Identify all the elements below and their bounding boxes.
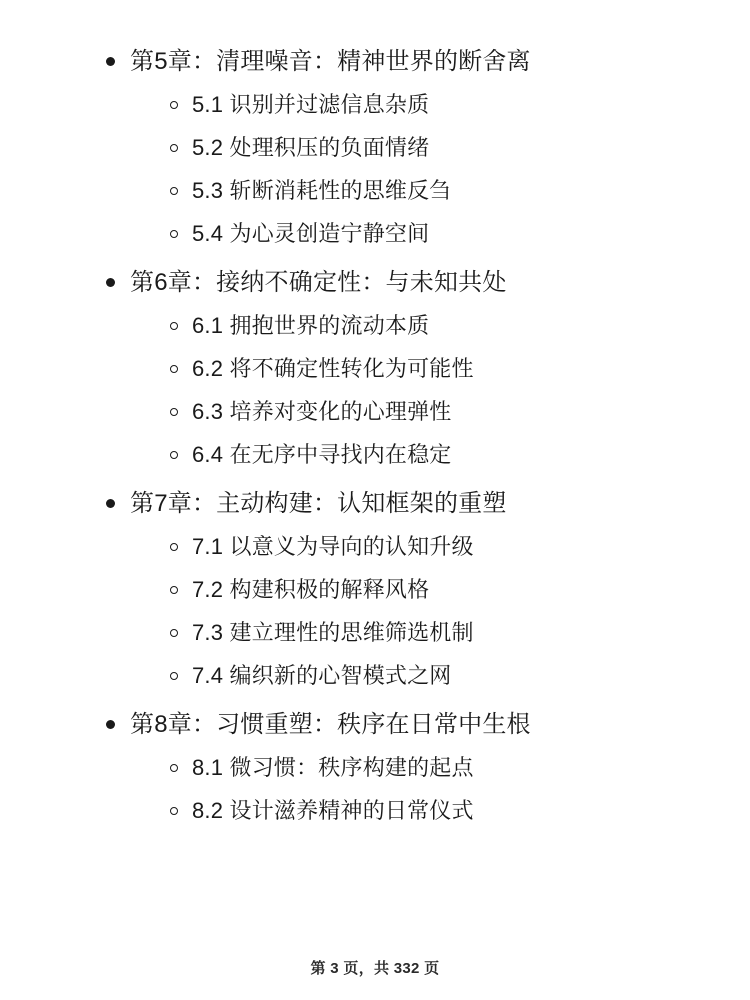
disc-bullet-icon (106, 720, 115, 729)
section-title: 8.1 微习惯：秩序构建的起点 (192, 755, 474, 780)
toc-section[interactable] (60, 530, 690, 564)
toc-section[interactable] (60, 751, 690, 785)
chapter-heading[interactable] (60, 486, 690, 522)
circle-bullet-icon (170, 451, 178, 459)
circle-bullet-icon (170, 187, 178, 195)
toc-chapter (60, 265, 690, 472)
circle-bullet-icon (170, 543, 178, 551)
chapter-sections (60, 88, 690, 251)
disc-bullet-icon (106, 57, 115, 66)
toc-section[interactable] (60, 659, 690, 693)
toc-section[interactable] (60, 309, 690, 343)
chapter-heading[interactable] (60, 707, 690, 743)
disc-bullet-icon (106, 278, 115, 287)
section-title: 7.3 建立理性的思维筛选机制 (192, 620, 474, 645)
toc-section[interactable] (60, 395, 690, 429)
chapter-sections (60, 530, 690, 693)
page-footer: 第 3 页，共 332 页 (310, 960, 440, 977)
chapter-title: 第7章：主动构建：认知框架的重塑 (130, 490, 507, 517)
circle-bullet-icon (170, 322, 178, 330)
circle-bullet-icon (170, 807, 178, 815)
chapter-title: 第6章：接纳不确定性：与未知共处 (130, 269, 507, 296)
chapter-title: 第8章：习惯重塑：秩序在日常中生根 (130, 711, 531, 738)
circle-bullet-icon (170, 629, 178, 637)
section-title: 7.4 编织新的心智模式之网 (192, 663, 452, 688)
toc-section[interactable] (60, 88, 690, 122)
section-title: 7.1 以意义为导向的认知升级 (192, 534, 474, 559)
toc-section[interactable] (60, 217, 690, 251)
section-title: 5.2 处理积压的负面情绪 (192, 135, 430, 160)
section-title: 5.1 识别并过滤信息杂质 (192, 92, 430, 117)
chapter-heading[interactable] (60, 265, 690, 301)
chapter-sections (60, 309, 690, 472)
circle-bullet-icon (170, 586, 178, 594)
toc-chapter (60, 44, 690, 251)
toc-section[interactable] (60, 352, 690, 386)
toc-section[interactable] (60, 794, 690, 828)
toc-section[interactable] (60, 438, 690, 472)
circle-bullet-icon (170, 764, 178, 772)
circle-bullet-icon (170, 101, 178, 109)
circle-bullet-icon (170, 672, 178, 680)
section-title: 5.3 斩断消耗性的思维反刍 (192, 178, 452, 203)
chapter-heading[interactable] (60, 44, 690, 80)
section-title: 8.2 设计滋养精神的日常仪式 (192, 798, 474, 823)
toc-section[interactable] (60, 131, 690, 165)
circle-bullet-icon (170, 230, 178, 238)
section-title: 6.3 培养对变化的心理弹性 (192, 399, 452, 424)
toc-section[interactable] (60, 174, 690, 208)
section-title: 7.2 构建积极的解释风格 (192, 577, 430, 602)
chapter-title: 第5章：清理噪音：精神世界的断舍离 (130, 48, 531, 75)
toc-chapter (60, 486, 690, 693)
table-of-contents (60, 44, 690, 828)
toc-section[interactable] (60, 616, 690, 650)
circle-bullet-icon (170, 365, 178, 373)
section-title: 6.4 在无序中寻找内在稳定 (192, 442, 452, 467)
circle-bullet-icon (170, 144, 178, 152)
section-title: 5.4 为心灵创造宁静空间 (192, 221, 430, 246)
chapter-sections (60, 751, 690, 828)
circle-bullet-icon (170, 408, 178, 416)
disc-bullet-icon (106, 499, 115, 508)
section-title: 6.1 拥抱世界的流动本质 (192, 313, 430, 338)
section-title: 6.2 将不确定性转化为可能性 (192, 356, 474, 381)
toc-section[interactable] (60, 573, 690, 607)
toc-chapter (60, 707, 690, 828)
